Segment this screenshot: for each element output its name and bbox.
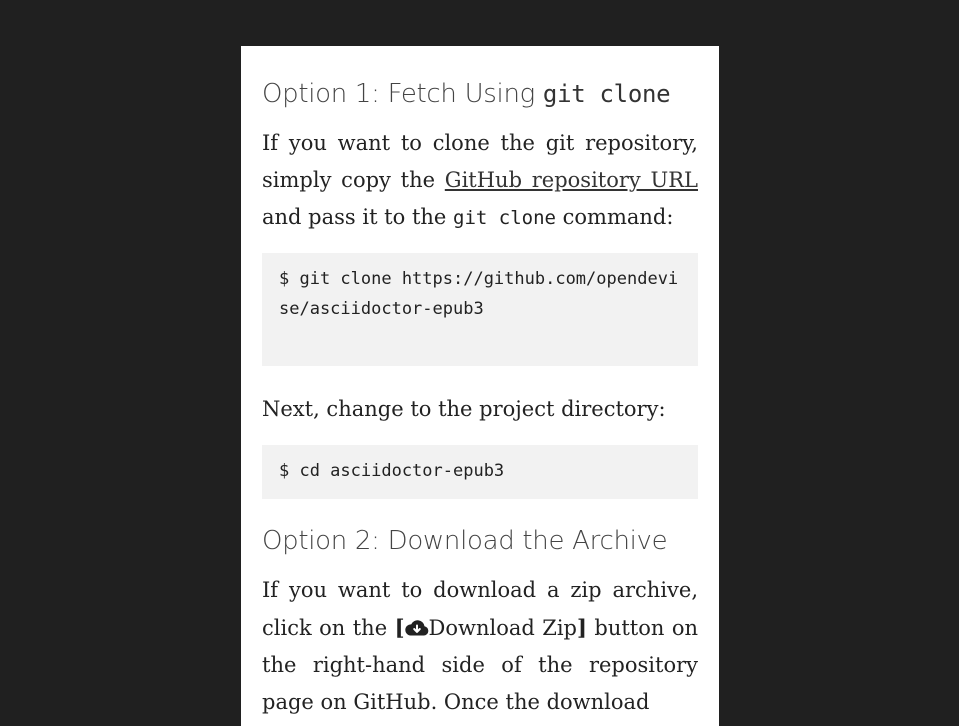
download-instructions-paragraph: If you want to download a zip archive, click on the [ Download Zip] button on the right-hand side of the repository page on GitHub. Once the download [262,578,698,714]
code-listing-text: $ git clone https://github.com/opendevise/asciidoctor-epub3 [279,269,679,319]
heading-code: git clone [542,80,671,108]
section-heading-option-2: Option 2: Download the Archive [262,526,668,556]
code-listing-git-clone[interactable] [262,253,698,366]
clone-instructions-paragraph: If you want to clone the git repository, simply copy the GitHub repository URL and pass it to the git clone command: [262,131,698,229]
code-listing-cd[interactable] [262,445,698,499]
github-repository-link[interactable]: GitHub repository URL [444,168,698,192]
document-page [241,46,719,726]
section-heading-option-1: Option 1: Fetch Using git clone [262,79,671,109]
download-zip-button-label: [ Download Zip] [394,615,587,640]
inline-code-git-clone: git clone [453,207,556,229]
code-listing-text: $ cd asciidoctor-epub3 [279,461,505,481]
cloud-download-icon [405,619,429,637]
change-directory-paragraph: Next, change to the project directory: [262,397,666,421]
